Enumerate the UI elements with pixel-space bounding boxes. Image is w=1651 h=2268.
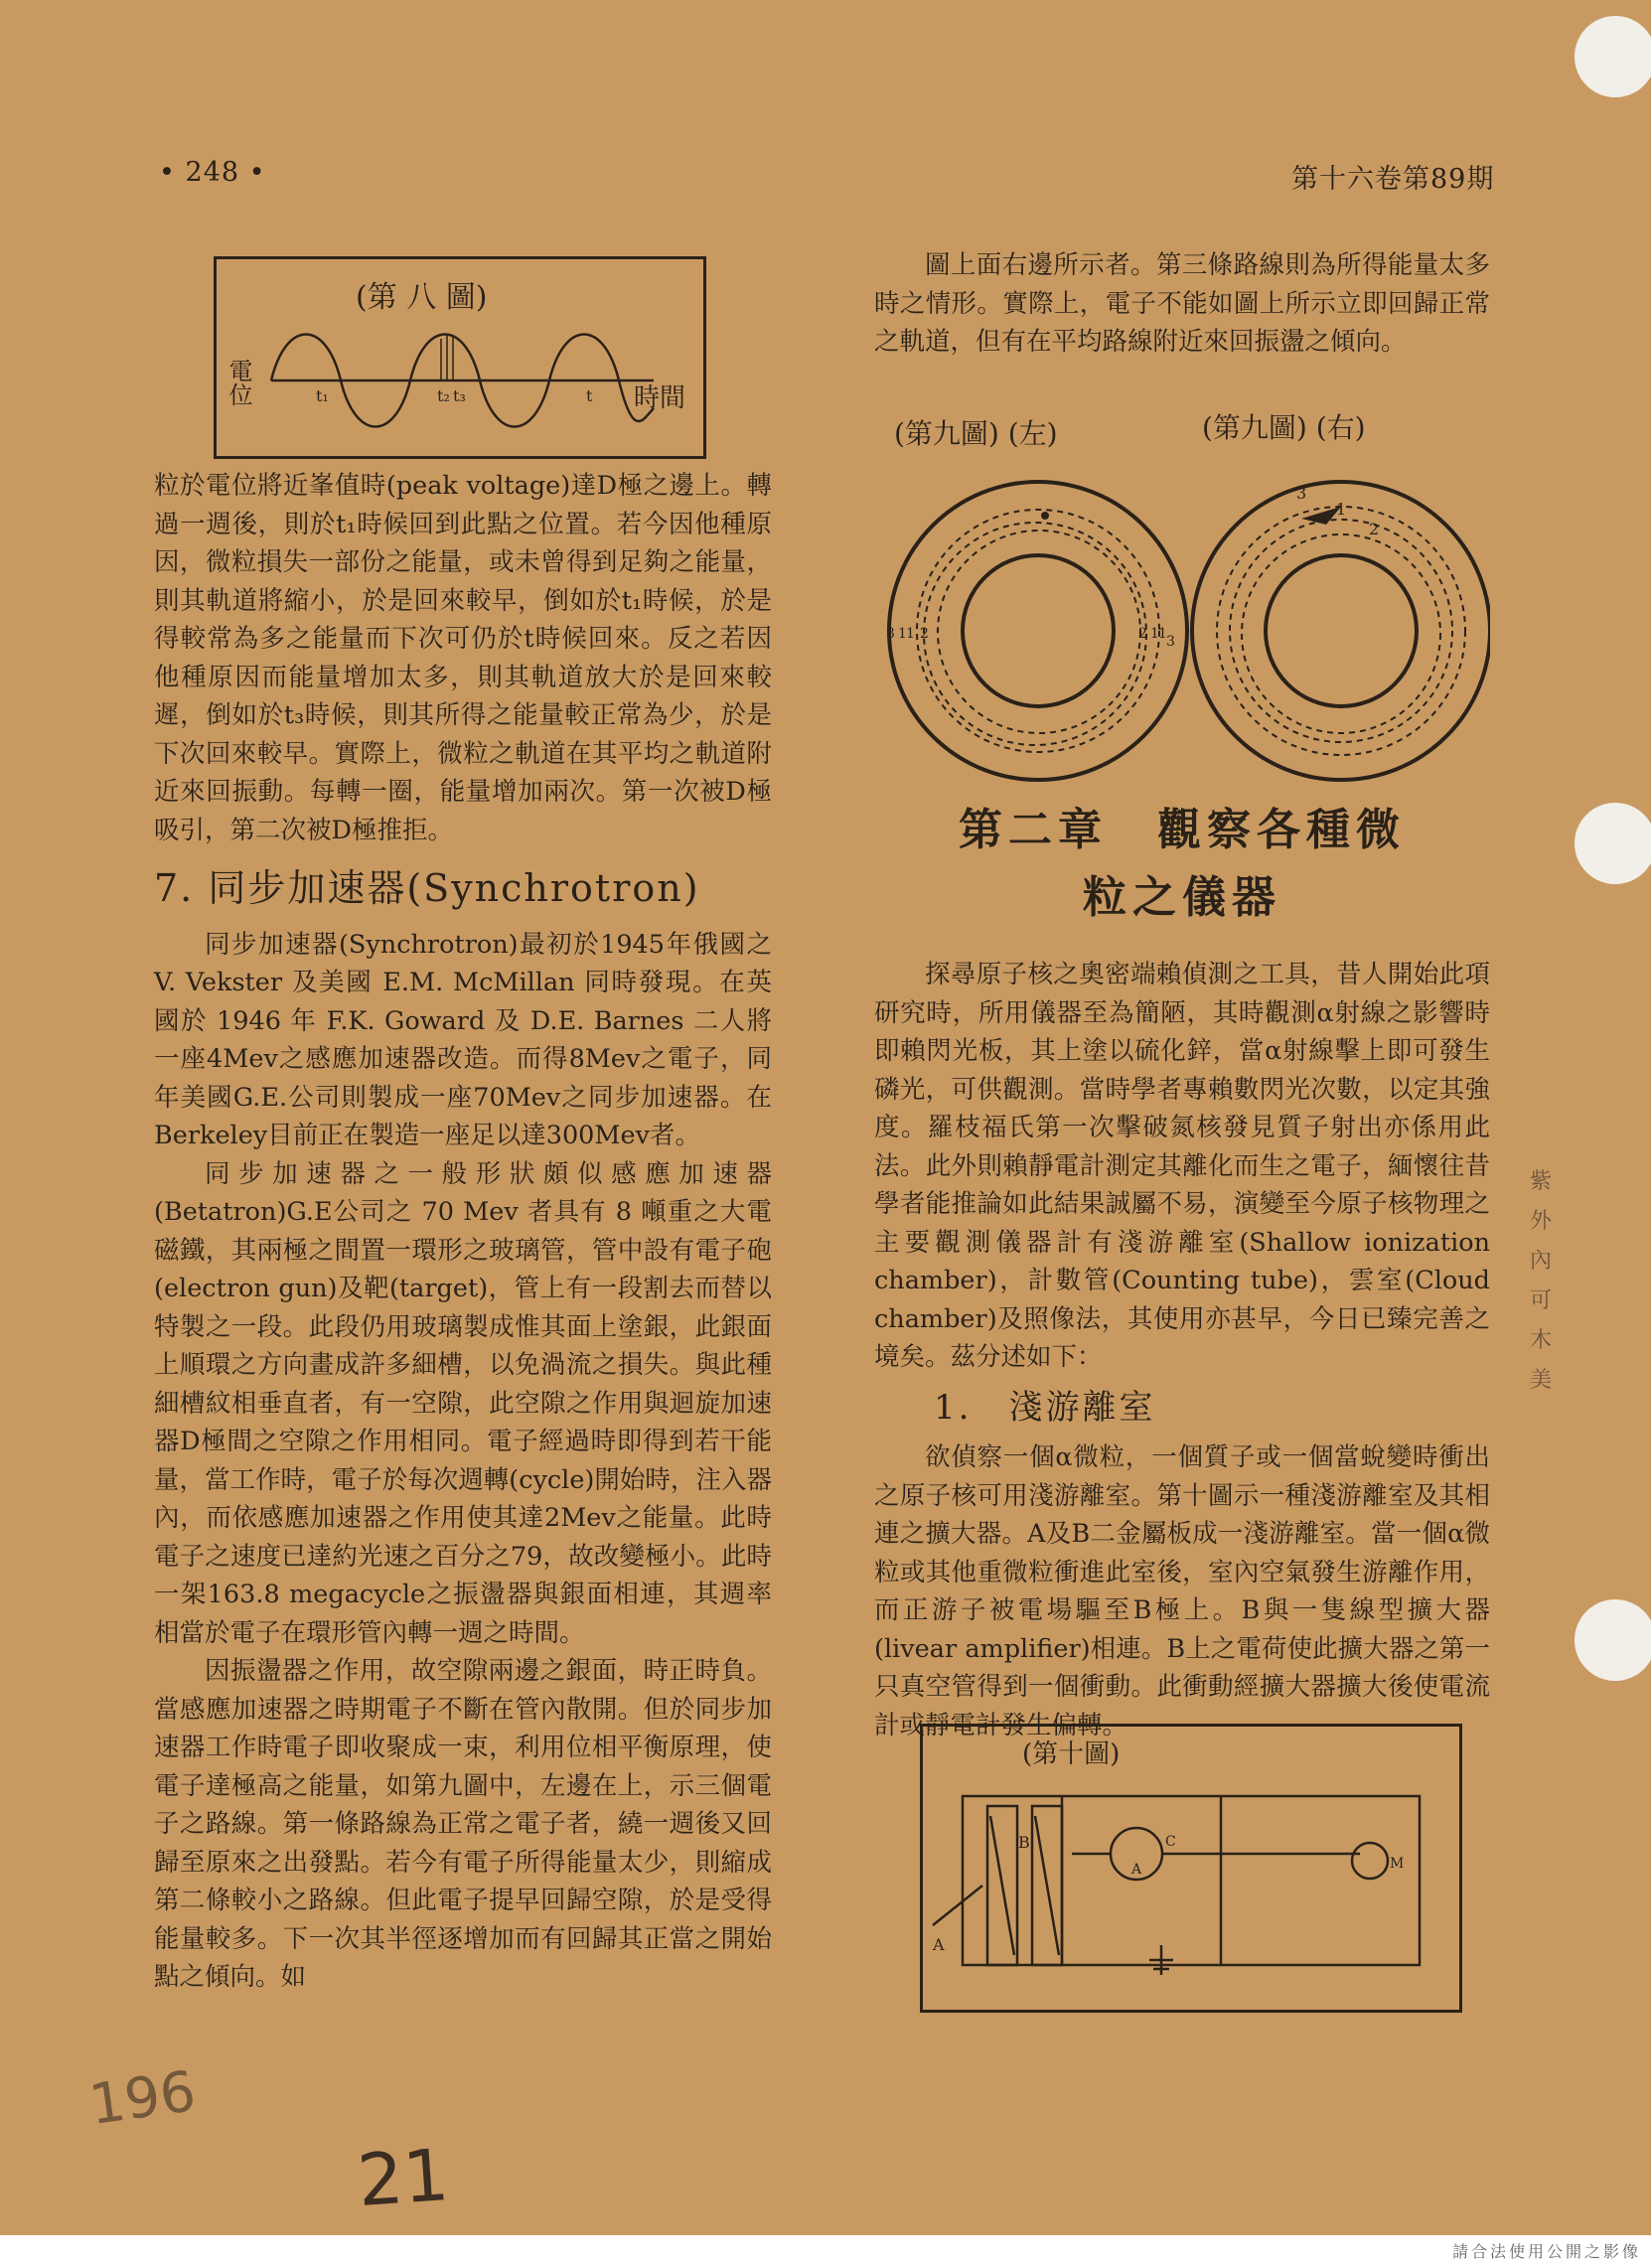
right-column-top [874, 246, 1490, 362]
handwritten-number: 21 [355, 2132, 452, 2223]
figure-8 [214, 256, 706, 459]
figure-10 [920, 1724, 1462, 2013]
figure-10-label: B [1018, 1833, 1030, 1852]
left-column [154, 467, 772, 1997]
figure-10-label: M [1390, 1856, 1405, 1872]
figure-8-title: (第 八 圖) [356, 280, 488, 315]
figure-9-right-ring [1192, 482, 1490, 780]
figure-10-label: A [933, 1935, 945, 1954]
figure-9-path-number: 3 [1296, 484, 1307, 503]
margin-note: 可 [1530, 1288, 1553, 1313]
figure-8-label: t₃ [453, 386, 466, 405]
figure-9-path-number: 3 [886, 626, 895, 642]
paragraph: 粒於電位將近峯值時(peak voltage)達D極之邊上。轉過一週後，則於t₁時候回到此點之位置。若今因他種原因，微粒損失一部份之能量，或未曾得到足夠之能量，則其軌道將縮小，於是回來較早，倒如於t₁時候，於是得較常為多之能量而下次可仍於t時候回來。反之若因他種原因而能量增加太多，則其軌道放大於是回來較遲，倒如於t₃時候，則其所得之能量較正常為少，於是下次回來較早。實際上，微粒之軌道在其平均之軌道附近來回振動。每轉一圈，能量增加兩次。第一次被D極吸引，第二次被D極推拒。 [154, 471, 772, 845]
figure-8-label: t₂ [437, 386, 450, 405]
figure-9-path-number: 2 [920, 626, 929, 642]
figure-9-path-number: 1 [1158, 626, 1167, 642]
chapter-title [874, 797, 1490, 932]
section-heading-1: 1. 淺游離室 [934, 1387, 1156, 1428]
figure-10-circuit [933, 1796, 1420, 1975]
figure-9-path-number: 2 [1369, 520, 1380, 538]
figure-8-y-axis-label: 電位 [225, 359, 252, 406]
figure-10-title: (第十圖) [1022, 1739, 1121, 1769]
figure-8-label: t₁ [316, 386, 329, 405]
binder-hole [1575, 1599, 1651, 1681]
figure-9-path-number: 3 [1166, 634, 1175, 650]
paragraph: 同步加速器之一般形狀頗似感應加速器(Betatron)G.E公司之 70 Mev 者具有 8 噸重之大電磁鐵，其兩極之間置一環形之玻璃管，管中設有電子砲(electron gun)及靶(target)，管上有一段割去而替以特製之一段。此段仍用玻璃製成惟其面上塗銀，此銀面上順環之方向畫成許多細槽，以免渦流之損失。與此種細槽紋相垂直者，有一空隙，此空隙之作用與迴旋加速器D極間之空隙之作用相同。電子經過時即得到若干能量，當工作時，電子於每次週轉(cycle)開始時，注入器內，而依感應加速器之作用使其達2Mev之能量。此時電子之速度已達約光速之百分之79，故改變極小。此時一架163.8 megacycle之振盪器與銀面相連，其週率相當於電子在環形管內轉一週之時間。 [154, 1158, 772, 1648]
figure-9-path-number: 1 [1336, 500, 1347, 519]
right-column-main [874, 785, 1490, 1744]
binder-hole [1575, 16, 1651, 97]
binder-hole [1575, 803, 1651, 884]
corner-handwritten-mark: 196 [84, 2058, 200, 2139]
figure-9 [874, 407, 1490, 785]
margin-note: 木 [1530, 1328, 1553, 1353]
figure-10-label: A [1131, 1862, 1142, 1878]
margin-note: 外 [1530, 1209, 1553, 1234]
figure-9-path-number: 1 [898, 626, 907, 642]
figure-8-label: t [586, 386, 593, 405]
margin-note: 美 [1530, 1368, 1553, 1393]
chapter-title-line: 粒之儀器 [1083, 872, 1281, 923]
paragraph: 因振盪器之作用，故空隙兩邊之銀面，時正時負。當感應加速器之時期電子不斷在管內散開。但於同步加速器工作時電子即收聚成一束，利用位相平衡原理，使電子達極高之能量，如第九圖中，左邊在上，示三個電子之路線。第一條路線為正常之電子者，繞一週後又回歸至原來之出發點。若今有電子所得能量太少，則縮成第二條較小之路線。但此電子提早回歸空隙，於是受得能量較多。下一次其半徑逐增加而有回歸其正當之開始點之傾向。如 [154, 1656, 772, 1992]
page-number: • 248 • [159, 157, 266, 188]
figure-10-label: C [1165, 1834, 1176, 1850]
paragraph: 圖上面右邊所示者。第三條路線則為所得能量太多時之情形。實際上，電子不能如圖上所示立即回歸正常之軌道，但有在平均路線附近來回振盪之傾向。 [874, 250, 1490, 357]
section-heading-7: 7. 同步加速器(Synchrotron) [154, 866, 700, 910]
issue-label: 第十六卷第89期 [1291, 164, 1495, 195]
page-number-text: 248 [185, 157, 240, 188]
footer-stamp: 請合法使用公開之影像 [1451, 2242, 1641, 2261]
figure-9-path-number: 2 [1138, 626, 1147, 642]
figure-9-path-number: 1 [1150, 626, 1159, 642]
figure-10-graphic [923, 1727, 1459, 2010]
paragraph: 探尋原子核之奧密端賴偵測之工具，昔人開始此項研究時，所用儀器至為簡陋，其時觀測α射線之影響時即賴閃光板，其上塗以硫化鋅，當α射線擊上即可發生磷光，可供觀測。當時學者專賴數閃光次數，以定其強度。羅枝福氏第一次擊破氮核發見質子射出亦係用此法。此外則賴靜電計測定其離化而生之電子，緬懷往昔學者能推論如此結果誠屬不易，演變至今原子核物理之主要觀測儀器計有淺游離室(Shallow ionization chamber)，計數管(Counting tube)，雲室(Cloud chamber)及照像法，其使用亦甚早，今日已臻完善之境矣。茲分述如下： [874, 960, 1490, 1372]
figure-8-graphic [217, 259, 703, 456]
margin-notes [1530, 1162, 1570, 1401]
chapter-title-line: 第二章 觀察各種微 [959, 805, 1406, 855]
margin-note: 紫 [1530, 1169, 1553, 1194]
figure-9-right-title: (第九圖) (右) [1202, 411, 1366, 444]
margin-note: 內 [1530, 1249, 1553, 1274]
paragraph: 同步加速器(Synchrotron)最初於1945年俄國之V. Vekster 及美國 E.M. McMillan 同時發現。在英國於 1946 年 F.K. Goward 及 D.E. Barnes 二人將一座4Mev之感應加速器改造。而得8Mev之電子，同年美國G.E.公司則製成一座70Mev之同步加速器。在Berkeley目前正在製造一座足以達300Mev者。 [154, 929, 772, 1150]
paragraph: 欲偵察一個α微粒，一個質子或一個當蛻變時衝出之原子核可用淺游離室。第十圖示一種淺游離室及其相連之擴大器。A及B二金屬板成一淺游離室。當一個α微粒或其他重微粒衝進此室後，室內空氣發生游離作用，而正游子被電場驅至B極上。B與一隻線型擴大器(livear amplifier)相連。B上之電荷使此擴大器之第一只真空管得到一個衝動。此衝動經擴大器擴大後使電流計或靜電計發生偏轉。 [874, 1442, 1490, 1740]
figure-9-path-number: 1 [906, 626, 915, 642]
figure-9-graphic [874, 407, 1490, 785]
figure-8-x-axis-label: 時間 [634, 383, 686, 413]
figure-9-left-title: (第九圖) (左) [894, 417, 1058, 450]
